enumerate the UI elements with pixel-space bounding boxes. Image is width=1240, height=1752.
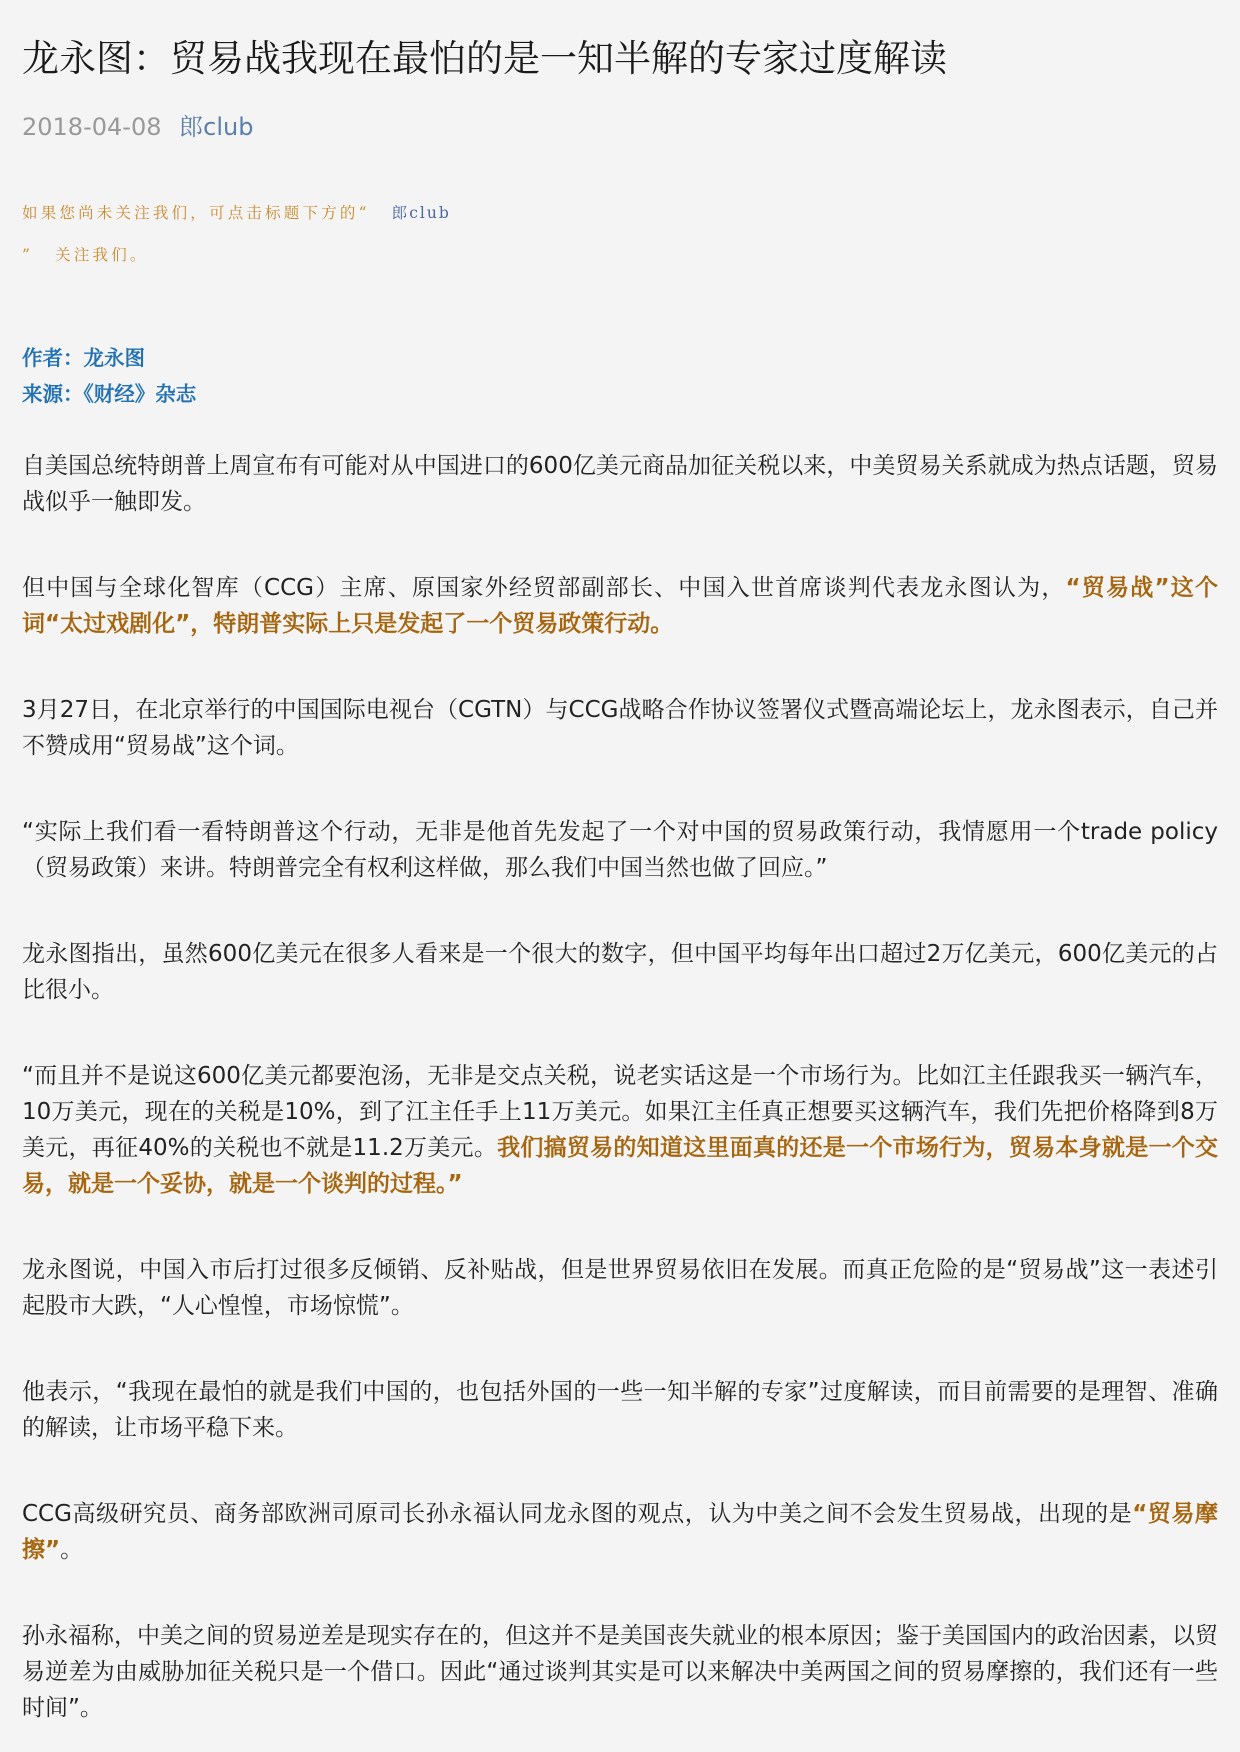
follow-notice-line-2: [22, 234, 1218, 276]
paragraph-8: 他表示，“我现在最怕的就是我们中国的，也包括外国的一些一知半解的专家”过度解读，而目前需要的是理智、准确的解读，让市场平稳下来。: [22, 1379, 1218, 1441]
byline: [22, 340, 1218, 412]
follow-notice-account[interactable]: 郎club: [391, 204, 451, 222]
follow-notice-text: 如果您尚未关注我们，可点击标题下方的“: [22, 204, 370, 222]
paragraph-9-end: 。: [60, 1537, 84, 1563]
paragraph-2-text: 但中国与全球化智库（CCG）主席、原国家外经贸部副部长、中国入世首席谈判代表龙永图认为，: [22, 575, 1066, 601]
paragraph-6-text: “而且并不是说这600亿美元都要泡汤，无非是交点关税，说老实话这是一个市场行为。比如江主任跟我买一辆汽车，10万美元，现在的关税是10%，到了江主任手上11万美元。如果江主任真正想要买这辆汽车，我们先把价格降到8万美元，再征40%的关税也不就是11.2万美元。: [22, 1063, 1218, 1161]
source-line: 来源：《财经》杂志: [22, 382, 197, 406]
author-line: 作者：龙永图: [22, 346, 145, 370]
account-link[interactable]: 郎club: [179, 113, 254, 141]
article-title: 龙永图：贸易战我现在最怕的是一知半解的专家过度解读: [22, 37, 947, 80]
paragraph-4: “实际上我们看一看特朗普这个行动，无非是他首先发起了一个对中国的贸易政策行动，我情愿用一个trade policy（贸易政策）来讲。特朗普完全有权利这样做，那么我们中国当然也做了回应。”: [22, 819, 1218, 881]
article-meta: [22, 112, 1218, 142]
publish-date: 2018-04-08: [22, 113, 162, 141]
follow-notice-line-1: [22, 192, 1218, 234]
follow-notice: [22, 192, 1218, 276]
paragraph-6: [22, 1058, 1218, 1202]
follow-notice-quote: ”: [22, 246, 34, 264]
paragraph-2-emphasis: “贸易战”这个词“太过戏剧化”，特朗普实际上只是发起了一个贸易政策行动。: [22, 575, 1218, 637]
paragraph-7: 龙永图说，中国入市后打过很多反倾销、反补贴战，但是世界贸易依旧在发展。而真正危险的是“贸易战”这一表述引起股市大跌，“人心惶惶，市场惊慌”。: [22, 1257, 1218, 1319]
paragraph-3: 3月27日，在北京举行的中国国际电视台（CGTN）与CCG战略合作协议签署仪式暨高端论坛上，龙永图表示，自己并不赞成用“贸易战”这个词。: [22, 697, 1218, 759]
paragraph-2: [22, 570, 1218, 642]
paragraph-10: 孙永福称，中美之间的贸易逆差是现实存在的，但这并不是美国丧失就业的根本原因；鉴于美国国内的政治因素，以贸易逆差为由威胁加征关税只是一个借口。因此“通过谈判其实是可以来解决中美两国之间的贸易摩擦的，我们还有一些时间”。: [22, 1623, 1218, 1721]
paragraph-1: 自美国总统特朗普上周宣布有可能对从中国进口的600亿美元商品加征关税以来，中美贸易关系就成为热点话题，贸易战似乎一触即发。: [22, 453, 1218, 515]
paragraph-5: 龙永图指出，虽然600亿美元在很多人看来是一个很大的数字，但中国平均每年出口超过2万亿美元，600亿美元的占比很小。: [22, 941, 1218, 1003]
paragraph-9-text: CCG高级研究员、商务部欧洲司原司长孙永福认同龙永图的观点，认为中美之间不会发生贸易战，出现的是: [22, 1501, 1133, 1527]
paragraph-6-emphasis: 我们搞贸易的知道这里面真的还是一个市场行为，贸易本身就是一个交易，就是一个妥协，就是一个谈判的过程。”: [22, 1135, 1218, 1197]
paragraph-9-emphasis: “贸易摩擦”: [22, 1501, 1218, 1563]
paragraph-9: [22, 1496, 1218, 1568]
follow-notice-end: 关注我们。: [55, 246, 149, 264]
